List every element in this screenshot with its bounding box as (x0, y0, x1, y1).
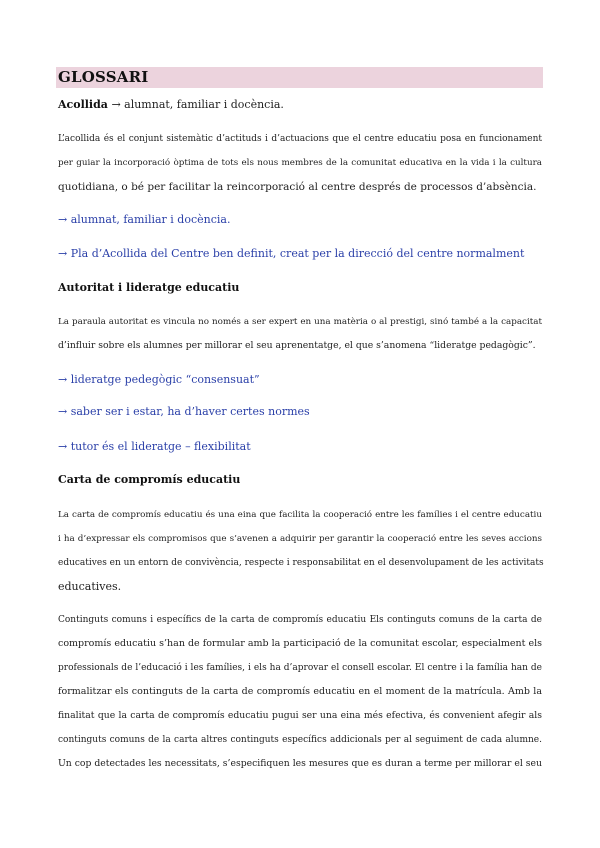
paragraph-line: Continguts comuns i específics de la carta de compromís educatiu Els continguts comuns de la carta de (58, 615, 542, 625)
paragraph-line: per guiar la incorporació òptima de tots els nous membres de la comunitat educativa en la vida i la cultura (58, 158, 542, 168)
paragraph-line: educatives. (58, 580, 122, 593)
link-alumnat[interactable]: → alumnat, familiar i docència. (58, 213, 231, 226)
link-pla-acollida[interactable]: → Pla d’Acollida del Centre ben definit, creat per la direcció del centre normalment (58, 247, 525, 260)
paragraph-line: finalitat que la carta de compromís educatiu pugui ser una eina més efectiva, és convenient afegir als (58, 710, 542, 721)
paragraph-line: L’acollida és el conjunt sistemàtic d’actituds i d’actuacions que el centre educatiu posa en funcionament (58, 134, 542, 144)
paragraph-line: La paraula autoritat es vincula no només a ser expert en una matèria o al prestigi, sinó també a la capacitat (58, 317, 542, 327)
term-carta: Carta de compromís educatiu (58, 473, 241, 486)
paragraph-line: Un cop detectades les necessitats, s’especifiquen les mesures que es duran a terme per millorar el seu (58, 758, 542, 769)
term-acollida-arrow-ref: → alumnat, familiar i docència. (111, 98, 284, 111)
term-autoritat: Autoritat i lideratge educatiu (58, 281, 240, 294)
paragraph-line: formalitzar els continguts de la carta de compromís educatiu en el moment de la matrícula. Amb la (58, 686, 542, 697)
paragraph-line: professionals de l’educació i les famílies, i els ha d’aprovar el consell escolar. El centre i la família han de (58, 663, 542, 673)
term-acollida-line (58, 98, 284, 112)
link-tutor[interactable]: → tutor és el lideratge – flexibilitat (58, 440, 251, 453)
paragraph-line: continguts comuns de la carta altres continguts específics addicionals per al seguiment de cada alumne. (58, 735, 542, 745)
term-acollida: Acollida (58, 98, 108, 111)
paragraph-line: d’influir sobre els alumnes per millorar el seu aprenentatge, el que s’anomena “lideratge pedagògic”. (58, 340, 536, 351)
paragraph-line: i ha d’expressar els compromisos que s’avenen a adquirir per garantir la cooperació entre les seves accions (58, 534, 542, 544)
link-lideratge[interactable]: → lideratge pedegògic “consensuat” (58, 373, 260, 386)
paragraph-line: La carta de compromís educatiu és una eina que facilita la cooperació entre les famílies i el centre educatiu (58, 510, 542, 520)
paragraph-line: compromís educatiu s’han de formular amb la participació de la comunitat escolar, especialment els (58, 638, 542, 649)
paragraph-line: educatives en un entorn de convivència, respecte i responsabilitat en el desenvolupament de les activitats (58, 558, 544, 568)
link-saber-ser[interactable]: → saber ser i estar, ha d’haver certes normes (58, 405, 310, 418)
paragraph-line: quotidiana, o bé per facilitar la reincorporació al centre després de processos d’absència. (58, 181, 537, 193)
page-title: GLOSSARI (58, 68, 149, 86)
